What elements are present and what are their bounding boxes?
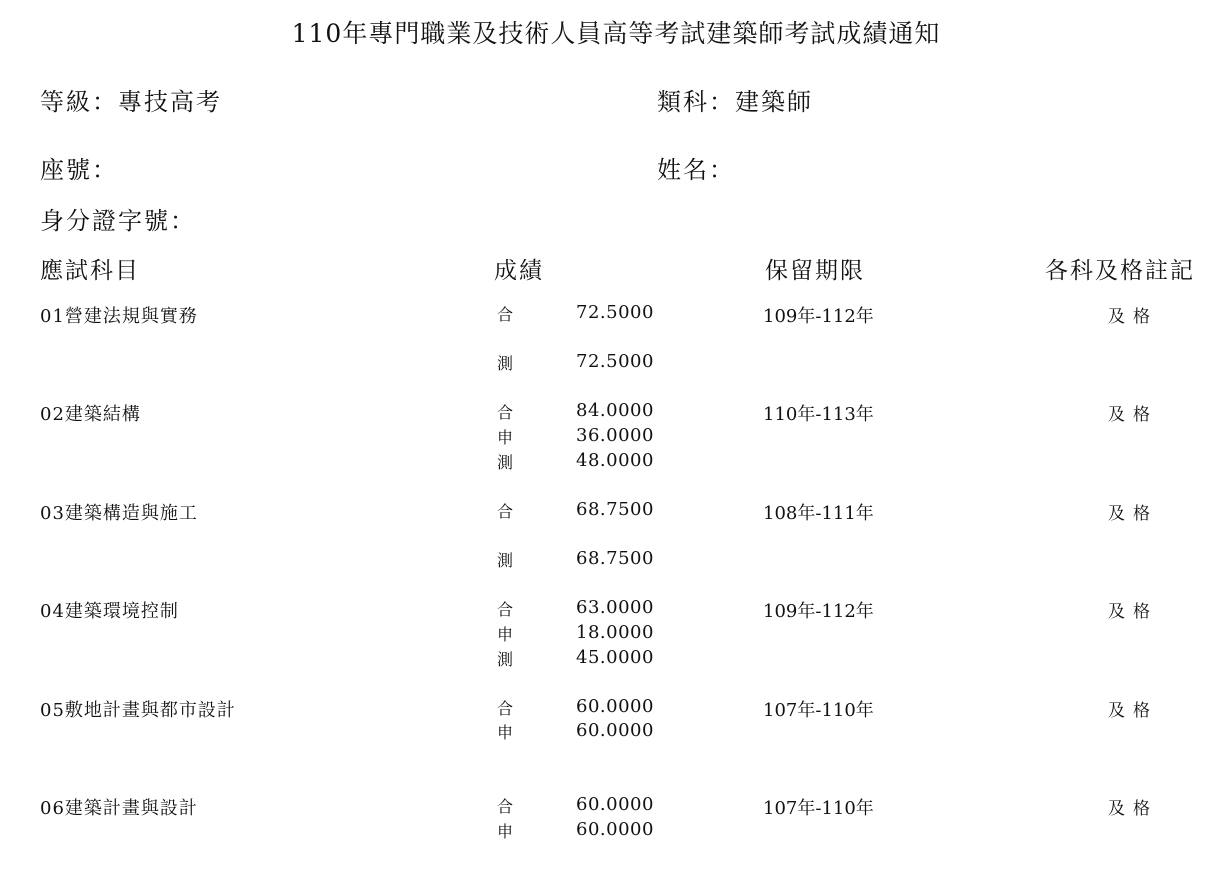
score-row	[0, 696, 700, 720]
subject-name: 03建築構造與施工	[40, 503, 198, 524]
retention-period: 110年-113年	[763, 404, 874, 425]
score-row	[0, 819, 700, 843]
name-label: 姓名：	[657, 156, 735, 184]
pass-note: 及格	[1108, 602, 1158, 622]
score-value: 72.5000	[576, 351, 654, 372]
subject-name: 02建築結構	[40, 404, 141, 425]
score-label: 申	[497, 723, 514, 742]
subject-name: 05敷地計畫與都市設計	[40, 700, 236, 721]
category-label: 類科：	[657, 88, 735, 116]
name-field	[657, 150, 735, 185]
retention-period: 109年-112年	[763, 306, 874, 327]
retention-period: 108年-111年	[763, 503, 874, 524]
score-value: 63.0000	[576, 597, 654, 618]
score-row	[0, 351, 700, 375]
seat-label: 座號：	[40, 156, 118, 184]
score-label: 合	[497, 305, 514, 324]
pass-note: 及格	[1108, 799, 1158, 819]
level-value: 專技高考	[118, 88, 222, 116]
score-label: 測	[497, 551, 514, 570]
score-row	[0, 794, 700, 818]
subject-name: 06建築計畫與設計	[40, 798, 198, 819]
retention-period: 107年-110年	[763, 700, 874, 721]
score-value: 18.0000	[576, 622, 654, 643]
subject-row	[0, 696, 1232, 786]
score-row	[0, 425, 700, 449]
header-pass-note: 各科及格註記	[1045, 258, 1195, 284]
subject-row	[0, 302, 1232, 392]
score-value: 60.0000	[576, 720, 654, 741]
pass-note: 及格	[1108, 701, 1158, 721]
subject-row	[0, 597, 1232, 687]
score-label: 測	[497, 650, 514, 669]
header-retention: 保留期限	[765, 258, 865, 284]
score-value: 68.7500	[576, 499, 654, 520]
score-row	[0, 400, 700, 424]
score-label: 合	[497, 699, 514, 718]
score-row	[0, 597, 700, 621]
score-value: 68.7500	[576, 548, 654, 569]
header-subject: 應試科目	[40, 258, 140, 284]
level-label: 等級：	[40, 88, 118, 116]
score-label: 測	[497, 453, 514, 472]
score-value: 72.5000	[576, 302, 654, 323]
score-row	[0, 622, 700, 646]
score-value: 60.0000	[576, 819, 654, 840]
score-row	[0, 720, 700, 744]
subject-name: 04建築環境控制	[40, 601, 179, 622]
id-field	[40, 201, 196, 236]
subject-row	[0, 499, 1232, 589]
score-row	[0, 450, 700, 474]
score-row	[0, 302, 700, 326]
pass-note: 及格	[1108, 405, 1158, 425]
score-value: 84.0000	[576, 400, 654, 421]
subject-row	[0, 400, 1232, 490]
score-row	[0, 647, 700, 671]
retention-period: 109年-112年	[763, 601, 874, 622]
score-label: 合	[497, 797, 514, 816]
subject-name: 01營建法規與實務	[40, 306, 198, 327]
header-score: 成績	[494, 258, 544, 284]
score-label: 申	[497, 822, 514, 841]
category-value: 建築師	[735, 88, 813, 116]
score-value: 60.0000	[576, 794, 654, 815]
score-label: 申	[497, 625, 514, 644]
pass-note: 及格	[1108, 307, 1158, 327]
score-value: 36.0000	[576, 425, 654, 446]
pass-note: 及格	[1108, 504, 1158, 524]
score-row	[0, 548, 700, 572]
retention-period: 107年-110年	[763, 798, 874, 819]
score-label: 合	[497, 502, 514, 521]
seat-field	[40, 150, 118, 185]
score-label: 申	[497, 428, 514, 447]
score-value: 60.0000	[576, 696, 654, 717]
document-title: 110年專門職業及技術人員高等考試建築師考試成績通知	[291, 19, 941, 48]
score-value: 48.0000	[576, 450, 654, 471]
score-row	[0, 499, 700, 523]
id-label: 身分證字號：	[40, 207, 196, 235]
score-value: 45.0000	[576, 647, 654, 668]
category-field	[657, 82, 813, 117]
level-field	[40, 82, 222, 117]
score-label: 合	[497, 600, 514, 619]
score-label: 測	[497, 354, 514, 373]
score-label: 合	[497, 403, 514, 422]
